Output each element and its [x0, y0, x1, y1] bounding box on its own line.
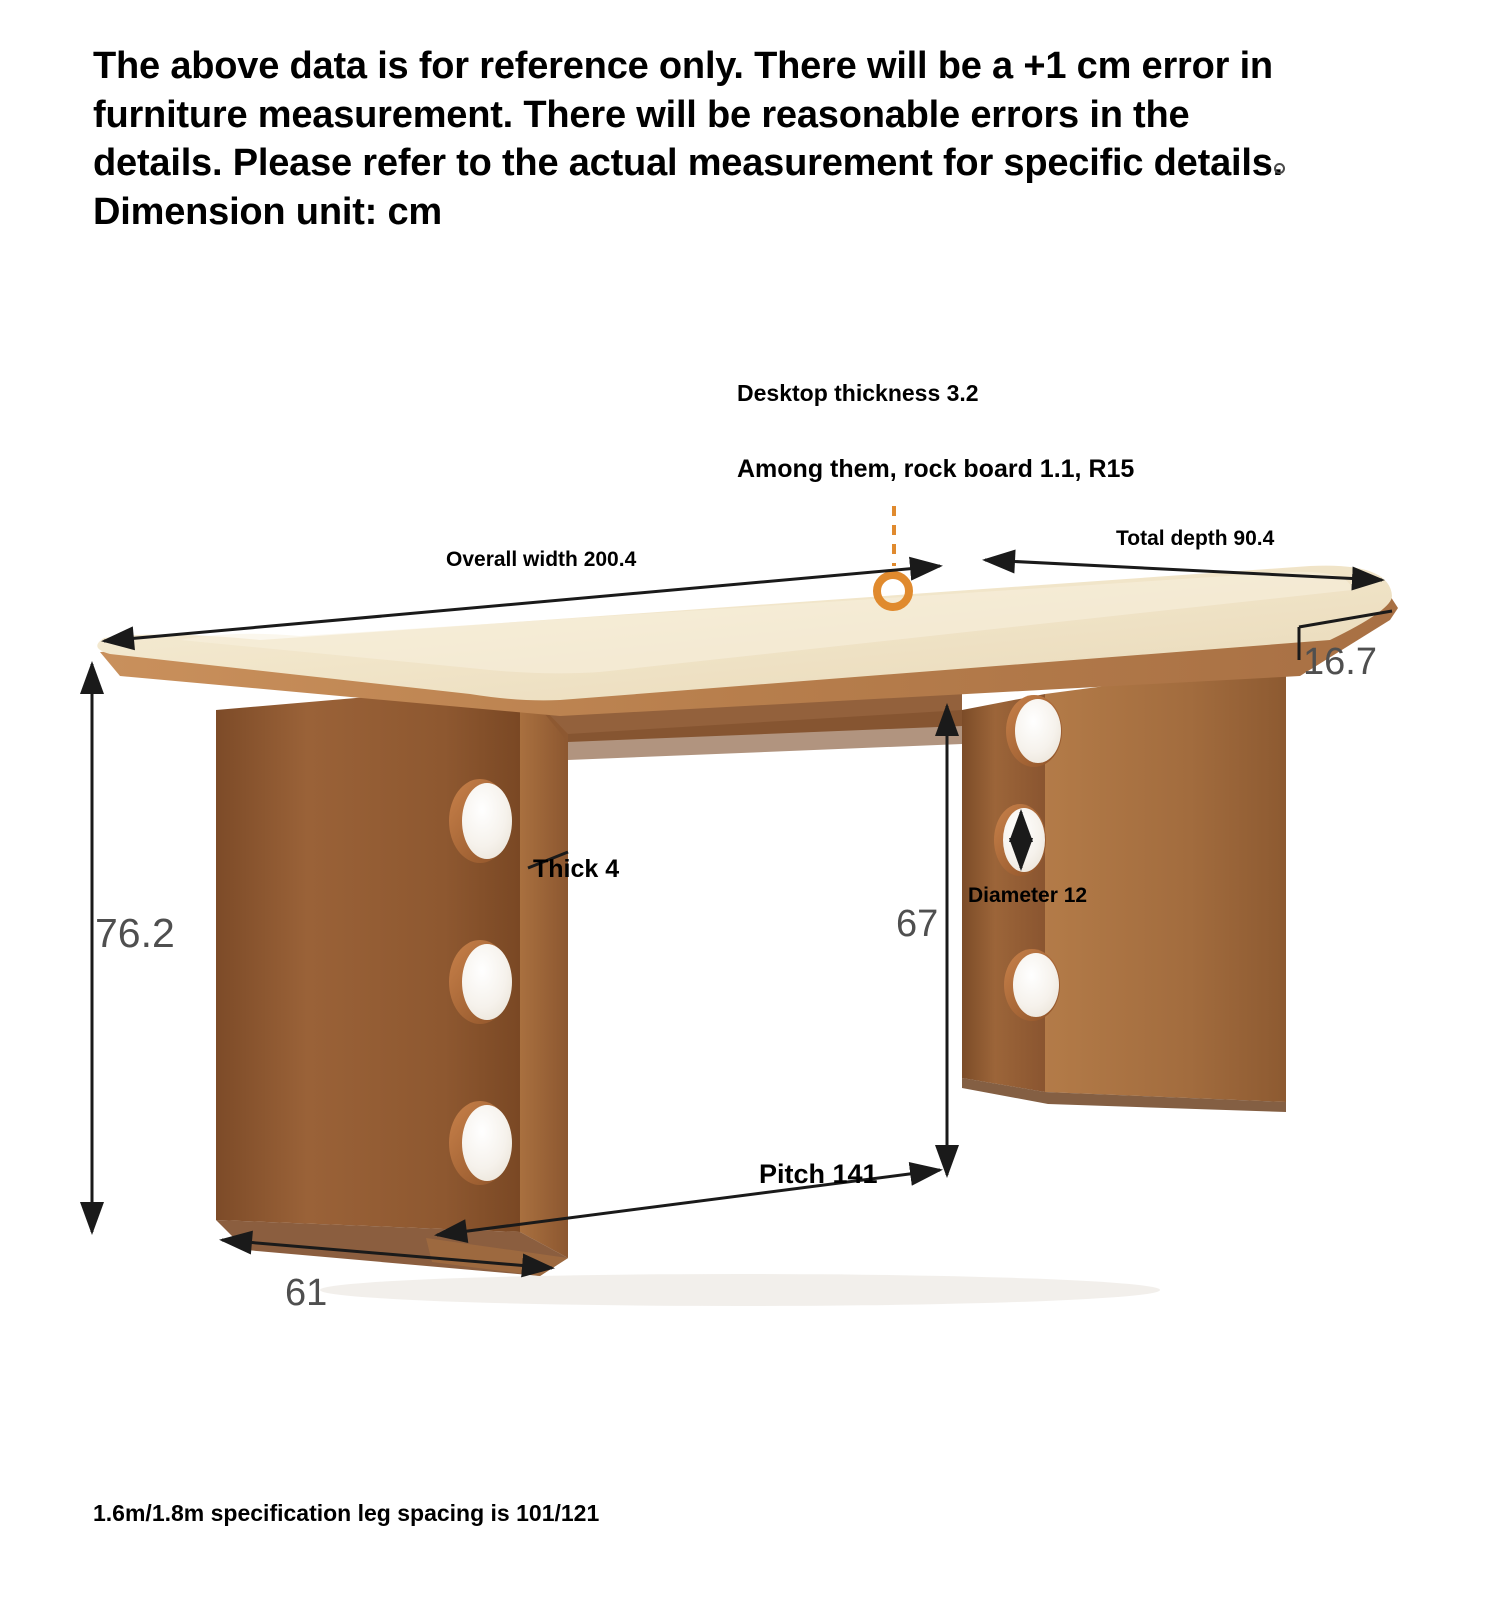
value-inner-height: 67 — [896, 903, 939, 945]
value-edge-thickness: 16.7 — [1303, 641, 1377, 683]
value-height: 76.2 — [95, 910, 175, 956]
label-thick: Thick 4 — [533, 855, 620, 883]
label-overall-width: Overall width 200.4 — [446, 548, 637, 571]
label-diameter: Diameter 12 — [968, 884, 1088, 907]
label-rock-board: Among them, rock board 1.1, R15 — [737, 455, 1135, 483]
value-foot-width: 61 — [285, 1272, 328, 1314]
label-total-depth: Total depth 90.4 — [1116, 527, 1275, 550]
footer-note: 1.6m/1.8m specification leg spacing is 101/121 — [93, 1500, 600, 1526]
header-note: The above data is for reference only. There will be a +1 cm error in furniture measurement. There will be reasonable errors in the details. Please refer to the actual measurement for specific details. Dimension unit: cm — [93, 45, 1284, 233]
label-desktop-thickness: Desktop thickness 3.2 — [737, 380, 979, 406]
label-pitch: Pitch 141 — [759, 1159, 878, 1189]
